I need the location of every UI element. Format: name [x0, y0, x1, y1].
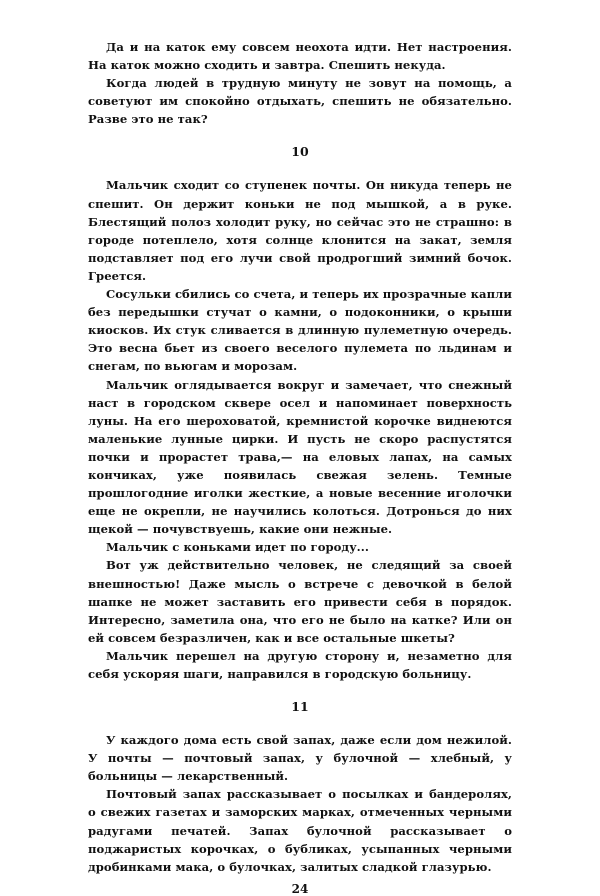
paragraph: Мальчик оглядывается вокруг и замечает, что снежный наст в городском сквере осел и напоминает поверхность луны. На его шероховатой, кремнистой корочке виднеются маленькие лунные цирки. И пусть не скоро распустятся почки и прорастет трава,— на еловых лапах, на самых кончиках, уже появилась свежая зелень. Темные прошлогодние иголки жесткие, а новые весенние иголочки еще не окрепли, не научились колоться. Дотронься до них щекой — почувствуешь, какие они нежные. [88, 377, 512, 537]
chapter-heading: 11 [291, 699, 309, 715]
paragraph: Мальчик с коньками идет по городу... [106, 540, 369, 555]
paragraph: Вот уж действительно человек, не следящий за своей внешностью! Даже мысль о встрече с девочкой в белой шапке не может заставить его привести себя в порядок. Интересно, заметила она, что его не было на катке? Или он ей совсем безразличен, как и все остальные шкеты? [88, 558, 512, 645]
paragraph: Мальчик перешел на другую сторону и, незаметно для себя ускоряя шаги, направился в городскую больницу. [88, 648, 512, 681]
chapter-heading: 10 [291, 144, 309, 160]
paragraph: Когда людей в трудную минуту не зовут на помощь, а советуют им спокойно отдыхать, спешить не обязательно. Разве это не так? [88, 76, 512, 127]
paragraph: У каждого дома есть свой запах, даже если дом нежилой. У почты — почтовый запах, у булочной — хлебный, у больницы — лекарственный. [88, 733, 512, 784]
page-number: 24 [291, 881, 309, 896]
paragraph: Мальчик сходит со ступенек почты. Он никуда теперь не спешит. Он держит коньки не под мышкой, а в руке. Блестящий полоз холодит руку, но сейчас это не страшно: в городе потеплело, хотя солнце клонится на закат, земля подставляет под его лучи свой продрогший зимний бочок. Греется. [88, 178, 512, 283]
paragraph: Сосульки сбились со счета, и теперь их прозрачные капли без передышки стучат о камни, о подоконники, о крыши киосков. Их стук сливается в длинную пулеметную очередь. Это весна бьет из своего веселого пулемета по льдинам и снегам, по вьюгам и морозам. [88, 287, 513, 374]
chapter-11-body [88, 731, 512, 876]
paragraph: Да и на каток ему совсем неохота идти. Нет настроения. На каток можно сходить и завтра. Спешить некуда. [88, 40, 512, 73]
section-top [88, 38, 512, 128]
paragraph: Почтовый запах рассказывает о посылках и бандеролях, о свежих газетах и заморских марках, отмеченных черными радугами печатей. Запах булочной рассказывает о поджаристых корочках, о бубликах, усыпанных черными дробинками мака, о булочках, залитых сладкой глазурью. [88, 787, 512, 874]
chapter-10-body [88, 176, 512, 683]
